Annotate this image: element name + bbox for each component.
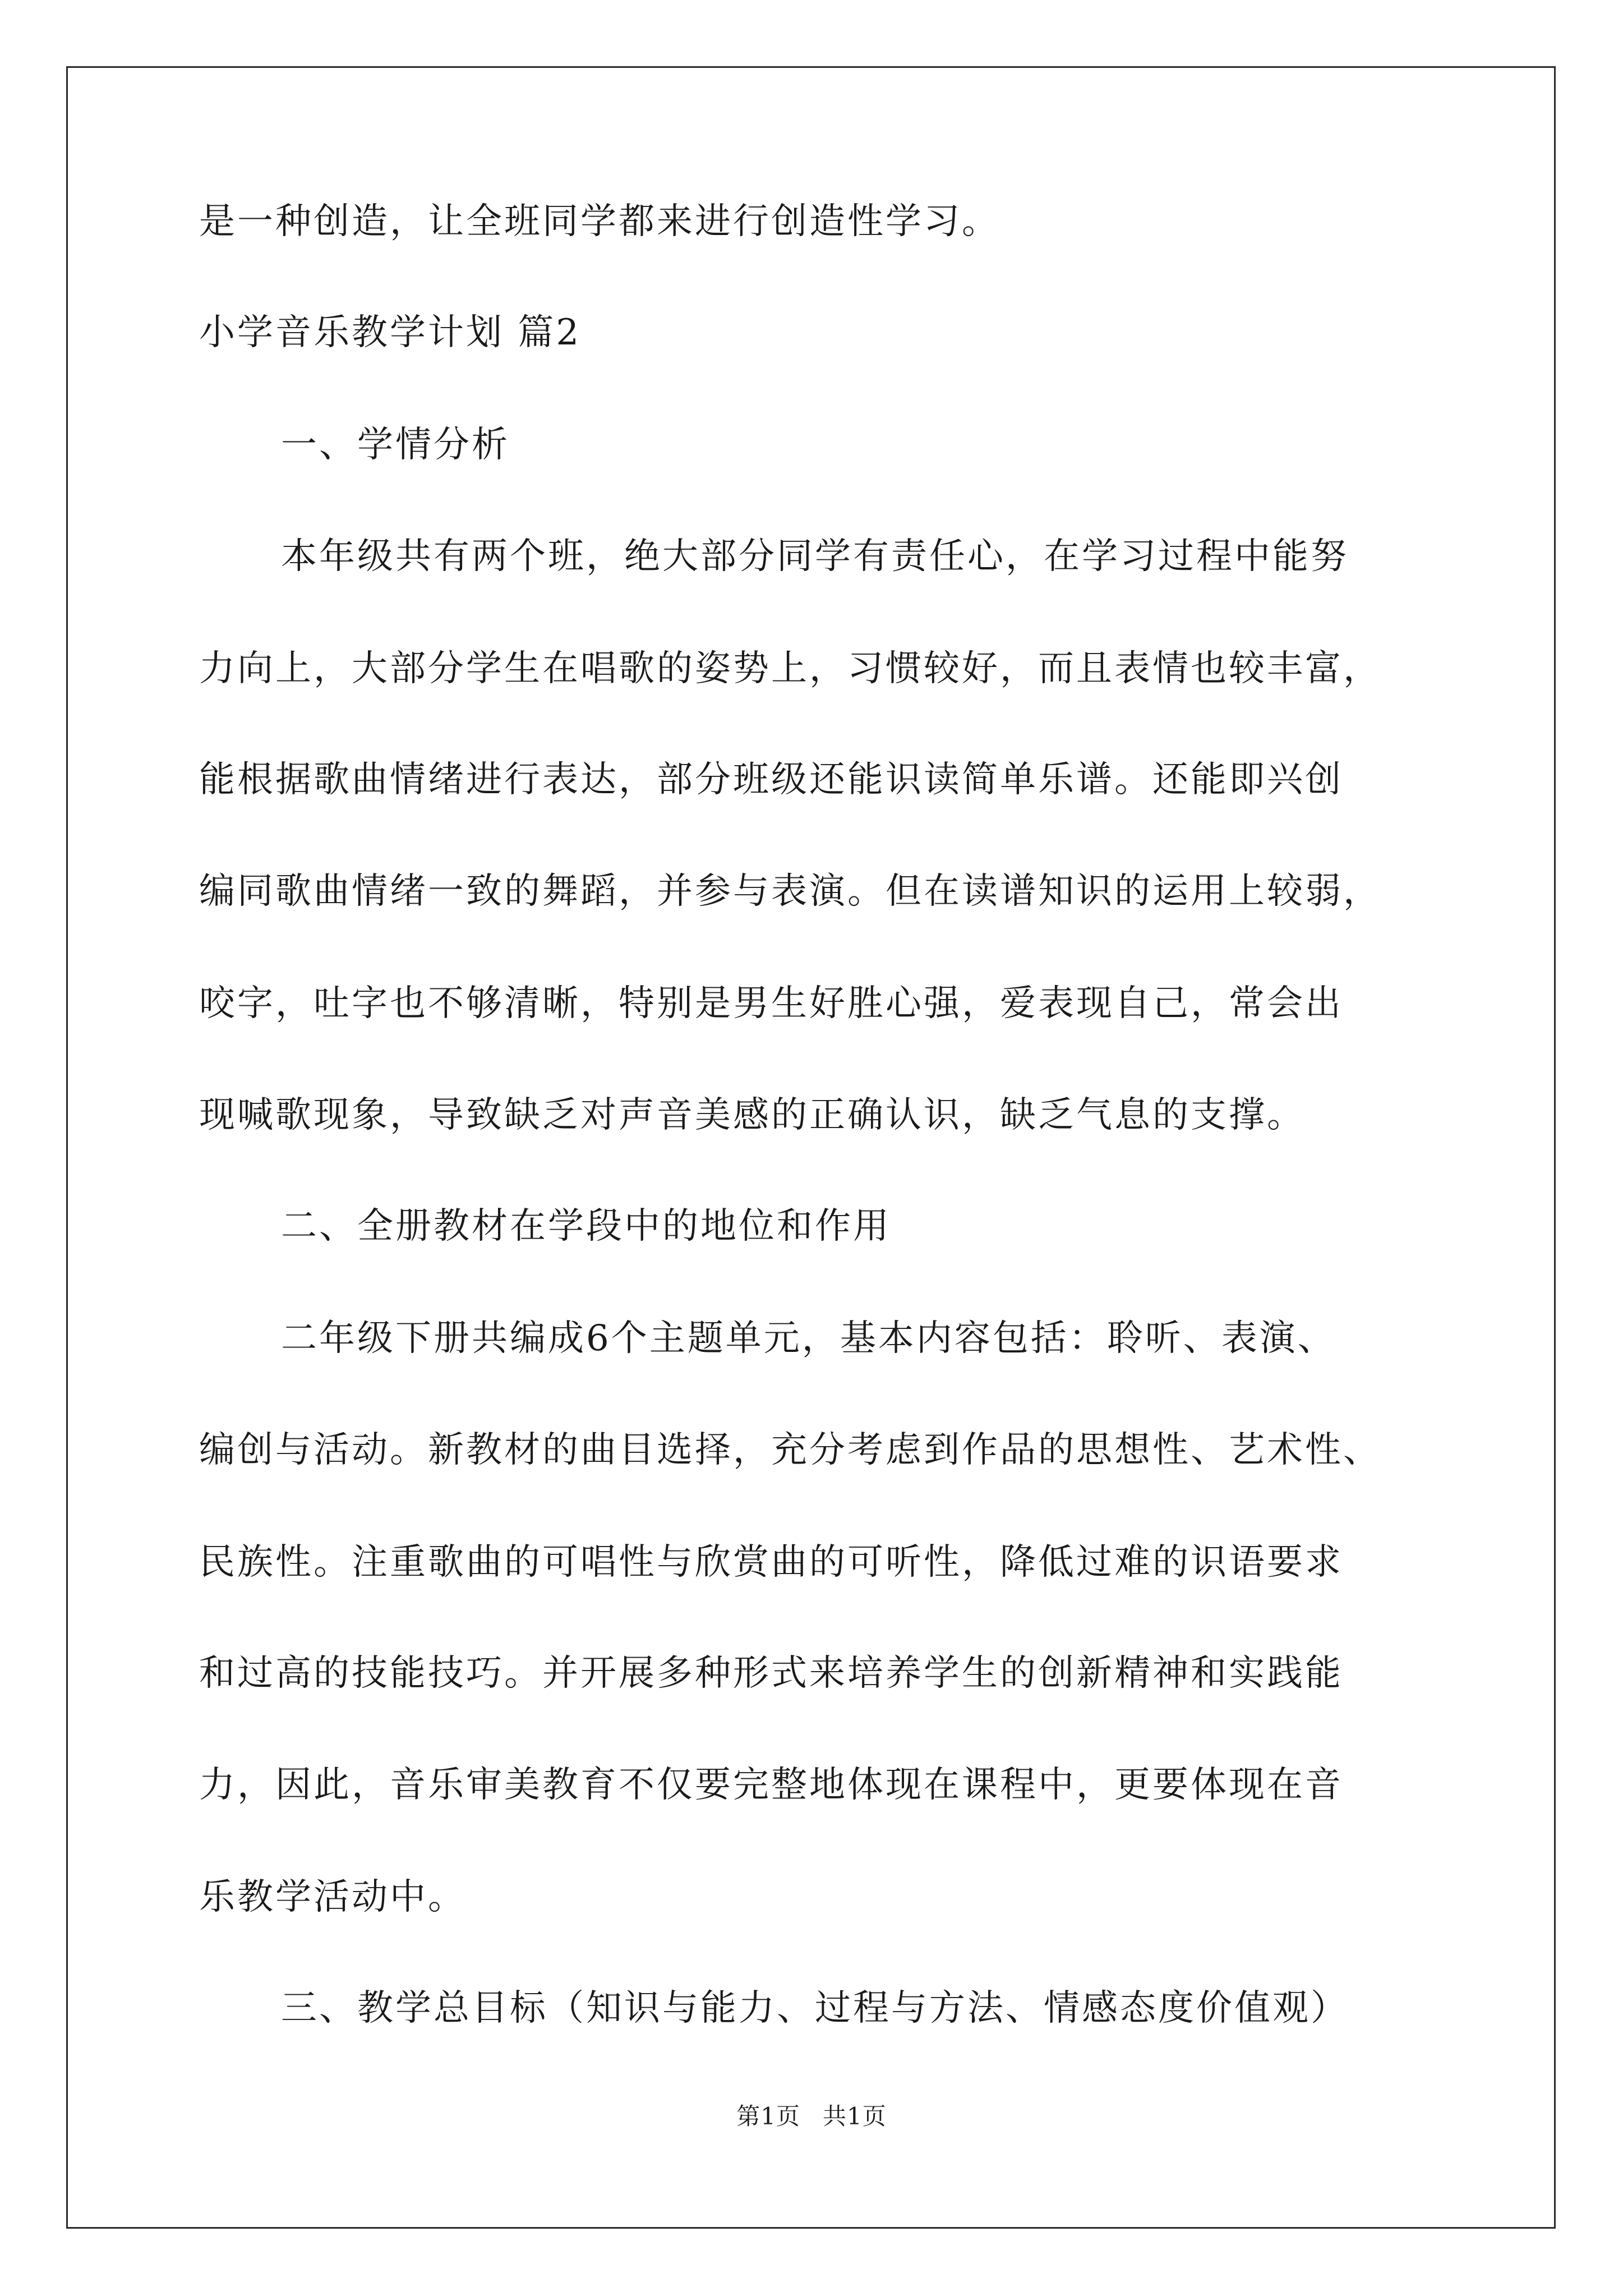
paragraph-line: 民族性。注重歌曲的可唱性与欣赏曲的可听性，降低过难的识语要求	[199, 1542, 1343, 1583]
page-number: 第1页	[736, 2102, 800, 2130]
body-text-line: 是一种创造，让全班同学都来进行创造性学习。	[199, 201, 1000, 242]
page-footer	[0, 2101, 1623, 2132]
section-title: 小学音乐教学计划 篇2	[199, 312, 582, 353]
section-heading: 三、教学总目标（知识与能力、过程与方法、情感态度价值观）	[281, 1987, 1349, 2029]
paragraph-line: 乐教学活动中。	[199, 1876, 466, 1918]
paragraph-line: 咬字，吐字也不够清晰，特别是男生好胜心强，爱表现自己，常会出	[199, 983, 1343, 1024]
paragraph-line: 编创与活动。新教材的曲目选择，充分考虑到作品的思想性、艺术性、	[199, 1429, 1381, 1471]
paragraph-line: 和过高的技能技巧。并开展多种形式来培养学生的创新精神和实践能	[199, 1653, 1343, 1694]
paragraph-line: 力向上，大部分学生在唱歌的姿势上，习惯较好，而且表情也较丰富，	[199, 648, 1381, 689]
paragraph-line: 力，因此，音乐审美教育不仅要完整地体现在课程中，更要体现在音	[199, 1764, 1343, 1806]
paragraph-line: 本年级共有两个班，绝大部分同学有责任心，在学习过程中能努	[281, 536, 1349, 577]
page-total: 共1页	[823, 2102, 887, 2130]
paragraph-line: 现喊歌现象，导致缺乏对声音美感的正确认识，缺乏气息的支撑。	[199, 1094, 1305, 1136]
paragraph-line: 能根据歌曲情绪进行表达，部分班级还能识读简单乐谱。还能即兴创	[199, 759, 1343, 800]
section-heading: 一、学情分析	[281, 424, 510, 466]
paragraph-line: 编同歌曲情绪一致的舞蹈，并参与表演。但在读谱知识的运用上较弱，	[199, 871, 1381, 912]
paragraph-line: 二年级下册共编成6个主题单元，基本内容包括：聆听、表演、	[281, 1318, 1336, 1359]
section-heading: 二、全册教材在学段中的地位和作用	[281, 1205, 891, 1247]
